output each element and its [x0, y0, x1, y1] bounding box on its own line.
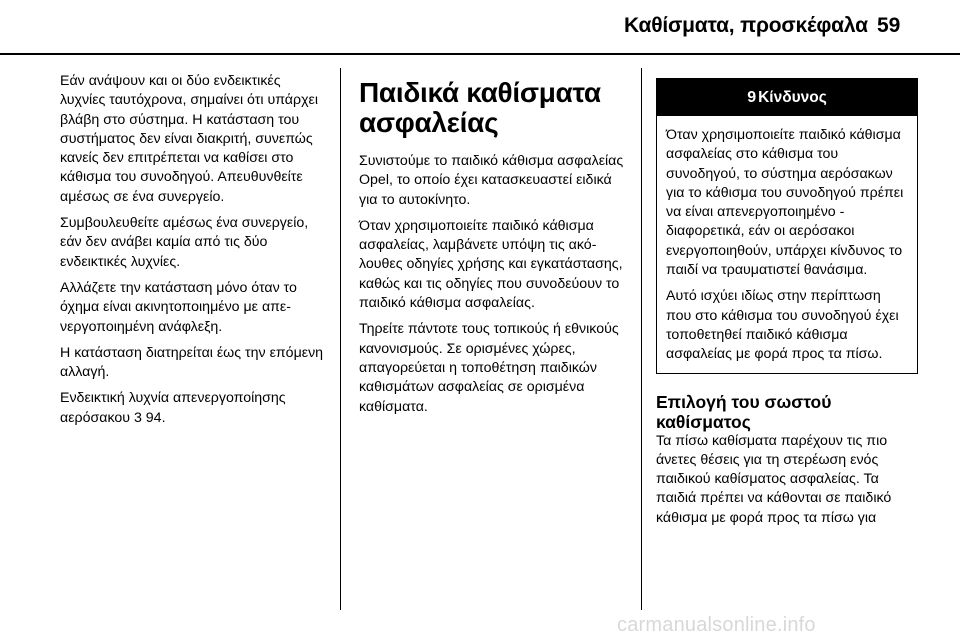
- middle-paragraph-2: Όταν χρησιμοποιείτε παιδικό κάθισμα ασφαλείας, λαμβάνετε υπόψη τις ακόλουθες οδηγίες χρήσης και εγκατάστασης, καθώς και τις οδηγίες που συνοδεύουν το παιδικό κάθισμα ασφαλείας.: [359, 217, 623, 312]
- warning-triangle-icon: 9: [747, 88, 757, 106]
- warning-body: [657, 116, 917, 373]
- right-column: [656, 78, 918, 528]
- left-column: [60, 72, 328, 435]
- middle-paragraph-1: Συνιστούμε το παιδικό κάθισμα ασφαλείας Opel, το οποίο έχει κατασκευαστεί ειδικά για το αυτοκίνητο.: [359, 153, 624, 208]
- column-divider-right: [641, 68, 642, 610]
- section-heading: Παιδικά καθίσματα ασφαλείας: [359, 77, 601, 138]
- column-divider-left: [340, 68, 341, 610]
- subheading-line-1: Επιλογή του σωστού: [656, 391, 832, 412]
- warning-paragraph-1: Όταν χρησιμοποιείτε παιδικό κάθισμα ασφαλείας στο κάθισμα του συνοδηγού, το σύστημα αερόσακων για το κάθισμα του συνοδηγού πρέπει να είναι απενεργοποιημένο - διαφορετικά, εάν οι αερόσακοι ενεργοποιηθούν, υπάρχει κίνδυνος το παιδί να τραυματιστεί θανάσιμα.: [666, 127, 904, 279]
- watermark: carmanualsonline.info: [617, 614, 816, 636]
- right-paragraph: Τα πίσω καθίσματα παρέχουν τις πιο άνετες θέσεις για τη στερέωση ενός παιδικού καθίσματος ασφαλείας. Τα παιδιά πρέπει να κάθονται σε παιδικό κάθισμα με φορά προς τα πίσω για: [656, 432, 892, 526]
- left-paragraph-1: Εάν ανάψουν και οι δύο ενδεικτικές λυχνίες ταυτόχρονα, σημαίνει ότι υπάρχει βλάβη στο σύστημα. Η κατάσταση του συστήματος δεν είναι διακριτή, συνεπώς κανείς δεν επιτρέπεται να καθίσει στο κάθισμα του συνοδηγού. Απευθυνθείτε αμέσως σε ένα συνεργείο.: [60, 73, 318, 205]
- middle-paragraph-3: Τηρείτε πάντοτε τους τοπικούς ή εθνικούς κανονισμούς. Σε ορισμένες χώρες, απαγορεύεται η τοποθέτηση παιδικών καθισμάτων ασφαλείας σε ορισμένα καθίσματα.: [359, 321, 619, 415]
- page-number: 59: [877, 14, 901, 37]
- left-paragraph-5: Ενδεικτική λυχνία απενεργοποίησης αερόσακου 3 94.: [60, 390, 286, 426]
- middle-column: [359, 78, 627, 424]
- warning-title: Κίνδυνος: [758, 88, 827, 106]
- warning-box: [656, 78, 918, 374]
- subheading-line-2: καθίσματος: [656, 411, 751, 432]
- warning-paragraph-2: Αυτό ισχύει ιδίως στην περίπτωση που στο κάθισμα του συνοδηγού έχει τοποθετηθεί παιδικό κάθισμα ασφαλείας με φορά προς τα πίσω.: [666, 288, 899, 363]
- left-paragraph-2: Συμβουλευθείτε αμέσως ένα συνεργείο, εάν δεν ανάβει καμία από τις δύο ενδεικτικές λυχνίες.: [60, 215, 309, 270]
- right-text-block: [656, 392, 918, 528]
- left-paragraph-4: Η κατάσταση διατηρείται έως την επόμενη αλλαγή.: [60, 344, 324, 381]
- left-paragraph-3: Αλλάζετε την κατάσταση μόνο όταν το όχημα είναι ακινητοποιημένο με απενεργοποιημένη ανάφλεξη.: [60, 279, 297, 335]
- header-rule: [0, 53, 960, 55]
- page-header-title: Καθίσματα, προσκέφαλα: [624, 14, 868, 37]
- warning-header: [657, 79, 917, 116]
